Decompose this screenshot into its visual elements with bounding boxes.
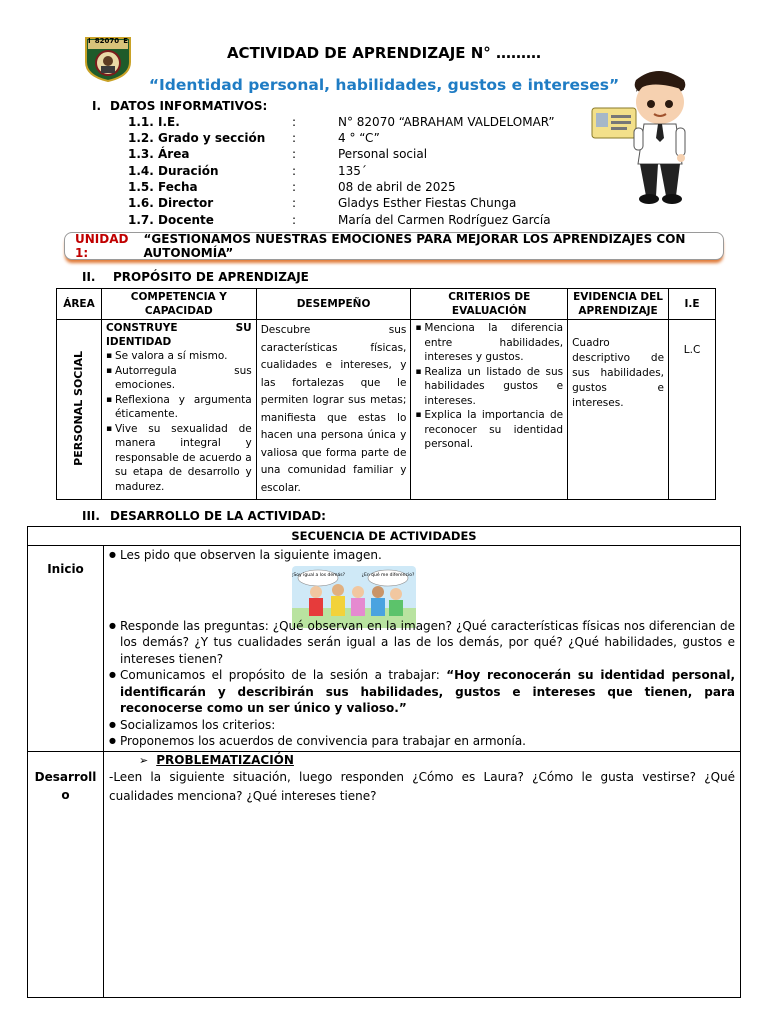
info-colon: : [292, 213, 297, 227]
info-value: 08 de abril de 2025 [338, 180, 456, 194]
stage-inicio: Inicio [28, 546, 104, 752]
section-ii-heading: PROPÓSITO DE APRENDIZAJE [113, 270, 309, 284]
info-value: 135´ [338, 164, 367, 178]
purpose-table [56, 288, 716, 500]
col-competencia: COMPETENCIA Y CAPACIDAD [101, 289, 256, 320]
col-ie: I.E [669, 289, 716, 320]
bubble-text-left: ¿Soy igual a los demás? [292, 572, 345, 578]
inicio-item: ● Responde las preguntas: ¿Qué observan en la imagen? ¿Qué características físicas nos diferencian de los demás? ¿Y tus cualidades serán igual a las de los demás, por qué? ¿Qué habilidades, gustos e intereses tienen? [109, 618, 735, 668]
section-i-heading: DATOS INFORMATIVOS: [110, 99, 268, 113]
info-row-ie [128, 115, 728, 131]
info-colon: : [292, 180, 297, 194]
unit-label: UNIDAD 1: [75, 232, 129, 260]
unit-banner [64, 232, 724, 260]
proposito-bold: “Hoy reconocerán su identidad personal, identificarán y describirán sus habilidades, gustos e intereses que tienen, para reconocerse como un ser único y valioso.” [120, 668, 735, 715]
arrow-icon: ➢ [139, 754, 149, 767]
desempeno-text: Descubre sus características físicas, cualidades e intereses, y las fortalezas que le permiten lograr sus metas; manifiesta que estas lo hacen una persona única y valiosa que forma parte de una comunidad familiar y escolar. [260, 324, 407, 494]
inicio-item: ● Proponemos los acuerdos de convivencia para trabajar en armonía. [109, 733, 735, 750]
info-value: N° 82070 “ABRAHAM VALDELOMAR” [338, 115, 555, 129]
info-value: 4 ° “C” [338, 131, 380, 145]
info-row-docente [128, 213, 728, 229]
activities-table-title: SECUENCIA DE ACTIVIDADES [28, 527, 741, 546]
info-colon: : [292, 115, 297, 129]
problematizacion-heading [109, 753, 735, 768]
criterio-item: ▪ Explica la importancia de reconocer su identidad personal. [424, 408, 563, 452]
desarrollo-content [104, 752, 741, 998]
capacidad-item: ▪ Vive su sexualidad de manera integral y responsable de acuerdo a su etapa de desarrollo y madurez. [115, 422, 252, 495]
col-criterios: CRITERIOS DE EVALUACIÓN [411, 289, 568, 320]
desempeno-cell [256, 320, 411, 500]
info-colon: : [292, 196, 297, 210]
evidencia-text: Cuadro descriptivo de sus habilidades, gustos e intereses. [572, 337, 665, 409]
capacidad-item: ▪ Reflexiona y argumenta éticamente. [115, 393, 252, 422]
info-label: 1.4. Duración [128, 164, 219, 178]
info-value: María del Carmen Rodríguez García [338, 213, 551, 227]
info-colon: : [292, 131, 297, 145]
info-label: 1.3. Área [128, 147, 190, 161]
proposito-intro: Comunicamos el propósito de la sesión a trabajar: [120, 668, 447, 682]
col-desempeno: DESEMPEÑO [256, 289, 411, 320]
page-title: ACTIVIDAD DE APRENDIZAJE N° ……… [226, 44, 542, 62]
desarrollo-text: -Leen la siguiente situación, luego responden ¿Cómo es Laura? ¿Cómo le gusta vestirse? ¿Qué cualidades menciona? ¿Qué intereses tiene? [109, 770, 735, 803]
info-label: 1.5. Fecha [128, 180, 198, 194]
info-label: 1.7. Docente [128, 213, 214, 227]
logo-letter-i: I [88, 37, 91, 45]
competencia-cell [101, 320, 256, 500]
inicio-item: ● Les pido que observen la siguiente imagen. [109, 547, 735, 564]
section-iii-heading: DESARROLLO DE LA ACTIVIDAD: [110, 509, 326, 523]
info-row-director [128, 196, 728, 212]
logo-number: 82070 [94, 37, 120, 45]
info-label: 1.1. I.E. [128, 115, 180, 129]
area-label: PERSONAL SOCIAL [72, 350, 86, 466]
evidencia-cell [568, 320, 669, 500]
info-row-grado [128, 131, 728, 147]
ie-value: L.C [683, 344, 701, 356]
inicio-item: ● Socializamos los criterios: [109, 717, 735, 734]
problematizacion-label: PROBLEMATIZACIÓN [156, 753, 294, 767]
info-colon: : [292, 147, 297, 161]
info-row-area [128, 147, 728, 163]
info-label: 1.6. Director [128, 196, 214, 210]
inicio-item [109, 667, 735, 717]
area-cell [57, 320, 102, 500]
capacidad-item: ▪ Autorregula sus emociones. [115, 364, 252, 393]
stage-desarrollo: Desarrollo [28, 752, 104, 998]
criterios-cell [411, 320, 568, 500]
info-value: Gladys Esther Fiestas Chunga [338, 196, 517, 210]
competencia-title: CONSTRUYE SU IDENTIDAD [105, 322, 252, 348]
info-row-fecha [128, 180, 728, 196]
logo-letter-e: E [123, 37, 128, 45]
activities-table [27, 526, 741, 998]
bubble-text-right: ¿En qué me diferencio? [361, 572, 415, 578]
info-label: 1.2. Grado y sección [128, 131, 266, 145]
criterio-item: ▪ Realiza un listado de sus habilidades gustos e intereses. [424, 365, 563, 409]
unit-title: “GESTIONAMOS NUESTRAS EMOCIONES PARA MEJORAR LOS APRENDIZAJES CON AUTONOMÍA” [143, 232, 686, 260]
ie-cell [669, 320, 716, 500]
info-colon: : [292, 164, 297, 178]
criterio-item: ▪ Menciona la diferencia entre habilidades, intereses y gustos. [424, 321, 563, 365]
info-value: Personal social [338, 147, 428, 161]
col-area: ÁREA [57, 289, 102, 320]
section-ii-number: II. [82, 270, 96, 284]
section-i-number: I. [92, 99, 102, 113]
col-evidencia: EVIDENCIA DEL APRENDIZAJE [568, 289, 669, 320]
capacidad-item: ▪ Se valora a sí mismo. [115, 349, 252, 364]
info-row-duracion [128, 164, 728, 180]
page-subtitle: “Identidad personal, habilidades, gustos e intereses” [148, 76, 620, 94]
section-iii-number: III. [82, 509, 100, 523]
inicio-content [104, 546, 741, 752]
